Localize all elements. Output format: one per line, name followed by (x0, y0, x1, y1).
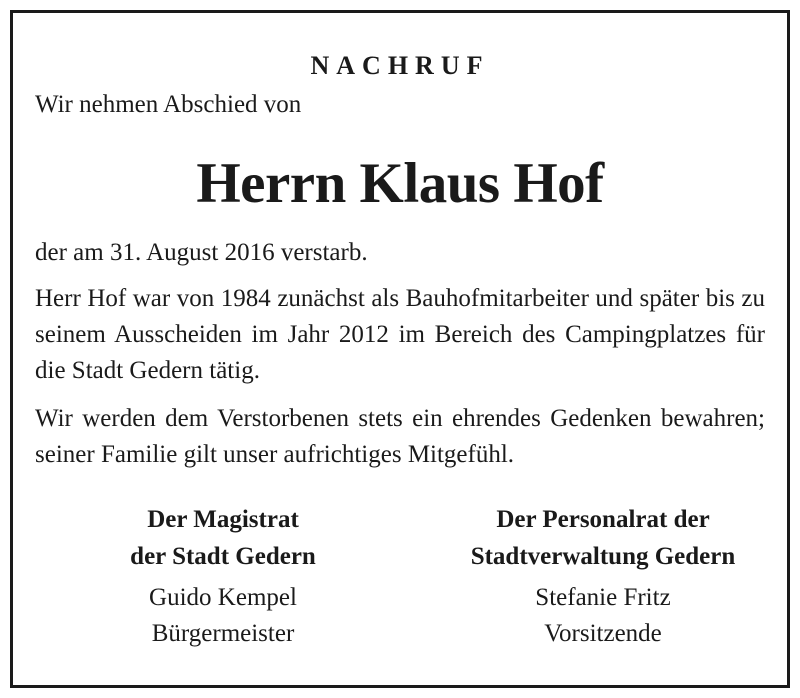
intro-text: Wir nehmen Abschied von (35, 91, 302, 118)
signatory-magistrate (103, 501, 343, 652)
signatory-name: Guido Kempel (149, 584, 297, 611)
organization-line: Stadtverwaltung Gedern (470, 543, 736, 570)
organization-line: Der Magistrat (147, 506, 299, 533)
signatory-role: Vorsitzende (544, 620, 662, 647)
condolence-paragraph: Wir werden dem Verstorbenen stets ein ehrendes Gedenken bewahren; seiner Familie gilt unser aufrichtiges Mitgefühl. (35, 405, 765, 468)
organization-line: der Stadt Gedern (130, 543, 316, 570)
death-date-text: der am 31. August 2016 verstarb. (35, 239, 368, 266)
signatory-staff-council (433, 501, 773, 652)
signatory-name: Stefanie Fritz (535, 584, 671, 611)
obituary-frame (10, 10, 790, 688)
organization-line: Der Personalrat der (496, 506, 710, 533)
deceased-name: Herrn Klaus Hof (196, 152, 604, 215)
signatory-role: Bürgermeister (151, 620, 295, 647)
signatory-organization (103, 501, 343, 575)
signatory-person (103, 580, 343, 652)
notice-heading: NACHRUF (310, 51, 490, 80)
career-paragraph: Herr Hof war von 1984 zunächst als Bauhofmitarbeiter und später bis zu seinem Ausscheiden im Jahr 2012 im Bereich des Campingplatzes für die Stadt Gedern tätig. (35, 285, 765, 384)
signatory-person (433, 580, 773, 652)
signatory-organization (433, 501, 773, 575)
